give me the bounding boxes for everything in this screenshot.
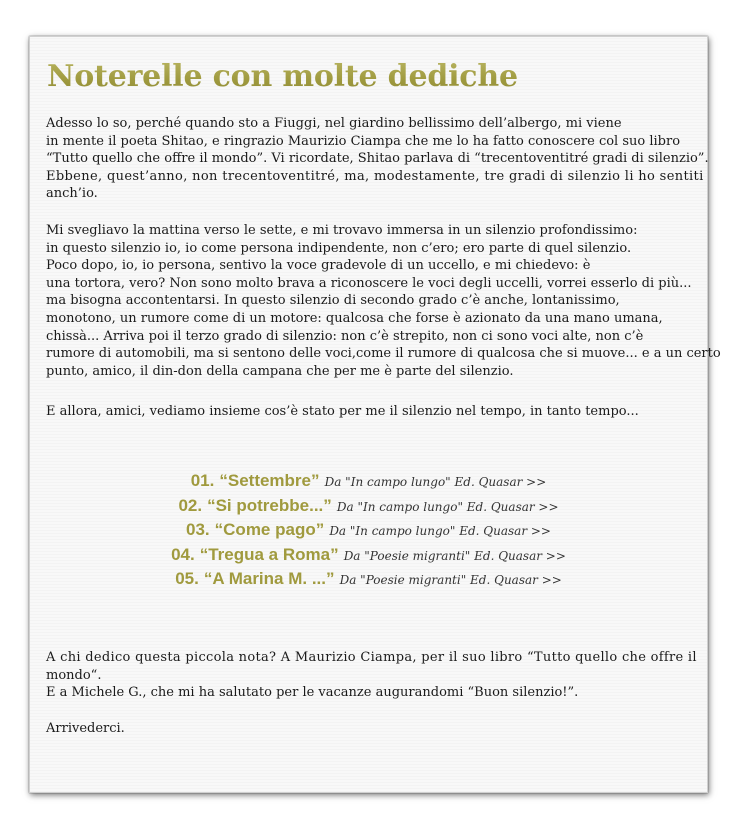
paragraph-line: Adesso lo so, perché quando sto a Fiuggi, nel giardino bellissimo dell’albergo, mi viene xyxy=(46,116,622,131)
paragraph-line: in mente il poeta Shitao, e ringrazio Maurizio Ciampa che me lo ha fatto conoscere col suo libro xyxy=(46,133,681,149)
poem-number: 01. xyxy=(190,471,215,490)
page-title: Noterelle con molte dediche xyxy=(47,59,518,94)
paragraph-line: punto, amico, il din-don della campana che per me è parte del silenzio. xyxy=(46,363,514,379)
paragraph-line: monotono, un rumore come di un motore: qualcosa che forse è azionato da una mano umana, xyxy=(46,310,663,326)
poem-link-a-marina-m[interactable] xyxy=(175,569,562,588)
poem-item xyxy=(30,567,707,592)
paragraph-line: E a Michele G., che mi ha salutato per le vacanze augurandomi “Buon silenzio!”. xyxy=(46,685,579,701)
poem-link-si-potrebbe[interactable] xyxy=(178,496,558,515)
poem-source: Da "In campo lungo" Ed. Quasar >> xyxy=(329,524,551,538)
poem-number: 02. xyxy=(178,495,203,515)
paragraph-line: rumore di automobili, ma si sentono delle voci,come il rumore di qualcosa che si muove... e a un certo xyxy=(46,346,721,362)
poem-number: 05. xyxy=(175,569,199,588)
poem-item xyxy=(30,543,707,568)
poem-item xyxy=(30,469,707,494)
poem-title: “Si potrebbe...” xyxy=(207,495,332,515)
paragraph-line: anch’io. xyxy=(46,186,98,202)
silence-paragraph xyxy=(46,222,721,380)
poem-link-tregua-a-roma[interactable] xyxy=(171,545,566,564)
poem-number: 03. xyxy=(186,520,210,539)
poem-source: Da "Poesie migranti" Ed. Quasar >> xyxy=(339,573,562,587)
poem-item xyxy=(30,518,707,543)
paragraph-line: Mi svegliavo la mattina verso le sette, e mi trovavo immersa in un silenzio profondissimo: xyxy=(46,223,638,238)
poem-link-come-pago[interactable] xyxy=(186,520,551,539)
paragraph-line: una tortora, vero? Non sono molto brava a riconoscere le voci degli uccelli, vorrei esserlo di più... xyxy=(46,275,692,291)
poem-list xyxy=(30,469,707,592)
poem-link-settembre[interactable] xyxy=(191,471,547,490)
poem-title: “Tregua a Roma” xyxy=(199,544,339,564)
poem-source: Da "In campo lungo" Ed. Quasar >> xyxy=(324,475,547,489)
paragraph-line: “Tutto quello che offre il mondo”. Vi ricordate, Shitao parlava di “trecentoventitré gradi di silenzio”. xyxy=(46,151,709,167)
paragraph-line: Ebbene, quest’anno, non trecentoventitré, ma, modestamente, tre gradi di silenzio li ho sentiti xyxy=(46,168,704,184)
paragraph-line: A chi dedico questa piccola nota? A Maurizio Ciampa, per il suo libro “Tutto quello che offre il xyxy=(46,650,697,665)
poem-number: 04. xyxy=(171,544,195,564)
closing-text: Arrivederci. xyxy=(46,721,125,736)
paragraph-line: ma bisogna accontentarsi. In questo silenzio di secondo grado c’è anche, lontanissimo, xyxy=(46,293,620,309)
poem-source: Da "In campo lungo" Ed. Quasar >> xyxy=(336,499,559,514)
poem-title: “Come pago” xyxy=(214,520,325,539)
intro-paragraph xyxy=(46,115,709,203)
poem-source: Da "Poesie migranti" Ed. Quasar >> xyxy=(343,548,566,563)
note-card xyxy=(29,36,721,793)
paragraph-line: in questo silenzio io, io come persona indipendente, non c’ero; ero parte di quel silenzio. xyxy=(46,240,632,256)
poem-item xyxy=(30,494,707,519)
lead-in-text: E allora, amici, vediamo insieme cos’è stato per me il silenzio nel tempo, in tanto tempo... xyxy=(46,404,639,419)
paragraph-line: mondo“. xyxy=(46,667,102,683)
dedication-paragraph xyxy=(46,649,697,702)
poem-title: “Settembre” xyxy=(219,471,320,490)
paragraph-line: Poco dopo, io, io persona, sentivo la voce gradevole di un uccello, e mi chiedevo: è xyxy=(46,258,591,274)
poem-title: “A Marina M. ...” xyxy=(203,569,335,588)
paragraph-line: chissà... Arriva poi il terzo grado di silenzio: non c’è strepito, non ci sono voci alte, non c’è xyxy=(46,328,644,344)
